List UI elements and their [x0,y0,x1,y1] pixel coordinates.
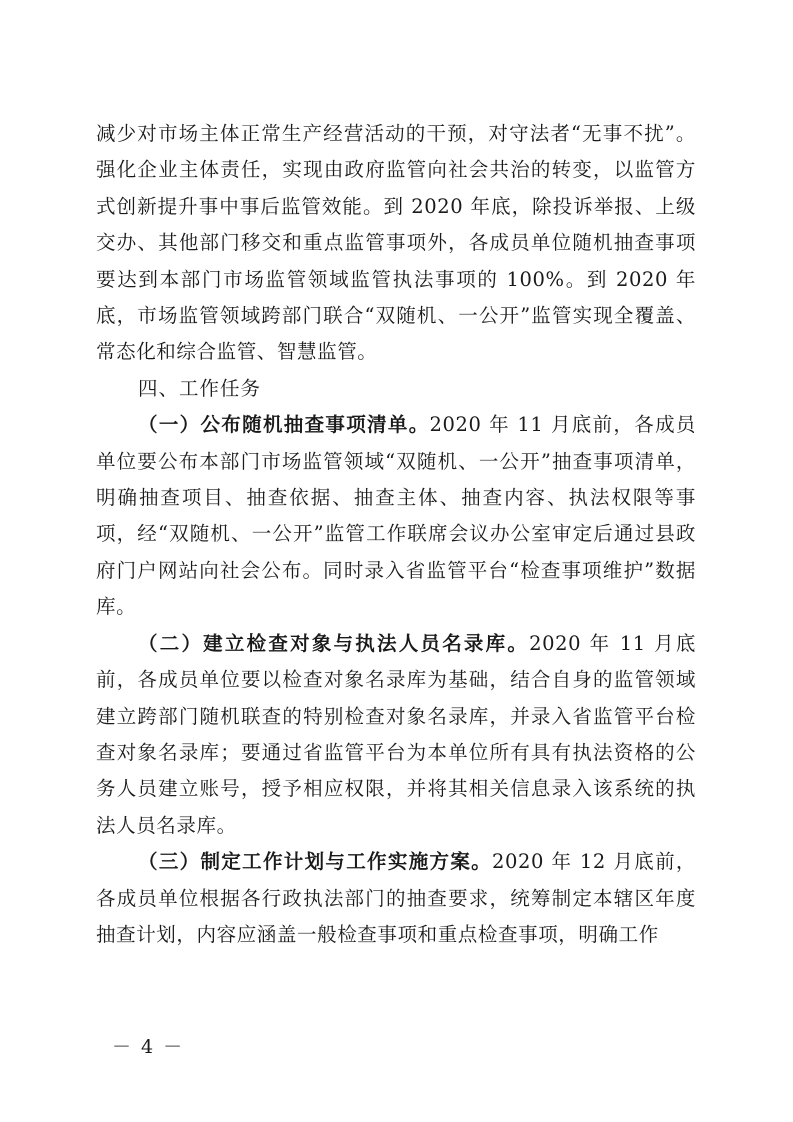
section-heading: 四、工作任务 [138,376,262,400]
task-paragraph-3 [96,844,696,953]
task-3-title: （三）制定工作计划与工作实施方案。 [138,850,492,874]
task-1-title: （一）公布随机抽查事项清单。 [138,413,430,437]
page-number: － 4 － [112,1036,185,1058]
task-paragraph-1 [96,407,696,625]
intro-paragraph [96,116,696,371]
document-body [96,116,696,953]
task-paragraph-2 [96,626,696,844]
intro-paragraph-text: 减少对市场主体正常生产经营活动的干预，对守法者“无事不扰”。强化企业主体责任，实现由政府监管向社会共治的转变，以监管方式创新提升事中事后监管效能。到 2020 年底，除投诉举报、上级交办、其他部门移交和重点监管事项外，各成员单位随机抽查事项要达到本部门市场监管领域监管执法事项的 100%。到 2020 年底，市场监管领域跨部门联合“双随机、一公开”监管实现全覆盖、常态化和综合监管、智慧监管。 [96,122,696,364]
task-2-text: 2020 年 11 月底前，各成员单位要以检查对象名录库为基础，结合自身的监管领域建立跨部门随机联查的特别检查对象名录库，并录入省监管平台检查对象名录库；要通过省监管平台为本单位所有具有执法资格的公务人员建立账号，授予相应权限，并将其相关信息录入该系统的执法人员名录库。 [96,631,697,837]
task-3-text: 2020 年 12 月底前，各成员单位根据各行政执法部门的抽查要求，统筹制定本辖区年度抽查计划，内容应涵盖一般检查事项和重点检查事项，明确工作 [96,850,696,946]
task-1-text: 2020 年 11 月底前，各成员单位要公布本部门市场监管领域“双随机、一公开”抽查事项清单，明确抽查项目、抽查依据、抽查主体、抽查内容、执法权限等事项，经“双随机、一公开”监管工作联席会议办公室审定后通过县政府门户网站向社会公布。同时录入省监管平台“检查事项维护”数据库。 [96,413,696,619]
task-2-title: （二）建立检查对象与执法人员名录库。 [138,631,530,655]
